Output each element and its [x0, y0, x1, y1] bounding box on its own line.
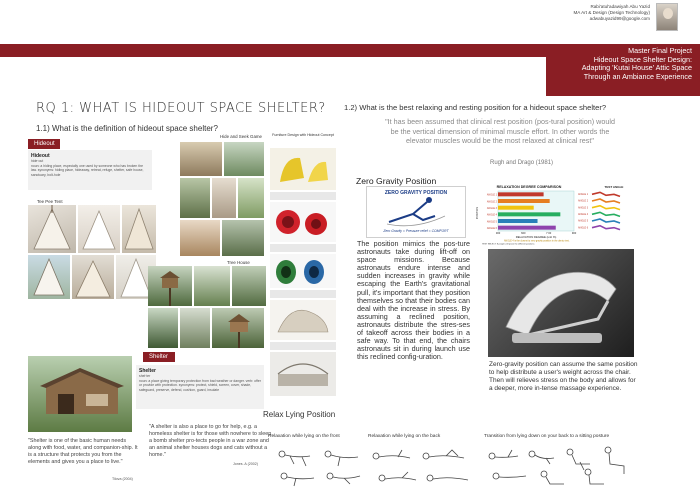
shelter-tag: Shelter: [143, 352, 175, 362]
chart-x-tick: 900: [571, 232, 577, 235]
shell-lounger-icon: [270, 300, 336, 340]
label-teepee: Tee Pee Tent: [37, 199, 63, 204]
pod-chair-icon: [270, 254, 336, 288]
tree-house-photo-1: [148, 266, 192, 306]
cabin-icon: [28, 356, 132, 432]
zg-diagram-title: ZERO GRAVITY POSITION: [384, 190, 448, 196]
teepee-photo-4: [28, 255, 70, 299]
chart-side-angle-label: ANGLE 2: [578, 199, 589, 203]
tree-house-photo-4: [148, 308, 178, 348]
title-line-3: Adapting 'Kutai House' Attic Space: [581, 63, 692, 73]
hideout-dict-pron: hide·out: [31, 159, 44, 163]
chart-side-angle-label: ANGLE 1: [578, 193, 589, 196]
label-tree-house: Tree House: [227, 260, 250, 265]
chair-icon: [270, 148, 336, 190]
chart-xlabel: RELAXATION DEGREE (unit %): [515, 235, 557, 239]
teepee-icon: [122, 205, 156, 253]
chart-side-label: TEST ANGLE: [604, 185, 624, 189]
astronaut-recline-icon: [367, 196, 467, 230]
furniture-photo-1: [270, 148, 336, 190]
massage-chair-icon: [488, 249, 634, 357]
question-1-1: 1.1) What is the definition of hideout space shelter?: [36, 124, 218, 133]
project-title-box: [546, 44, 700, 96]
hideout-definition: [28, 150, 152, 190]
furniture-caption: Furniture Design with Hideout Concept: [272, 133, 334, 137]
posture-sit-sketches: [484, 442, 644, 488]
pod-chair-icon: [270, 202, 336, 242]
zero-gravity-description-2: Zero-gravity position can assume the same position to help distribute a user's weight across the chair. Then will relieves stress on the body and allows for a deeper, more in-tense massage experience.: [489, 361, 638, 392]
furniture-photo-2: [270, 202, 336, 242]
furniture-text-1: [270, 192, 336, 200]
hide-seek-photo-6: [180, 220, 220, 256]
zg-diagram-caption: Zero Gravity = Pressure relief = COMFORT: [383, 229, 449, 233]
shelter-quote-2: "A shelter is also a place to go for help, e.g. a homeless shelter is for those with nowhere to sleep, a bomb shelter pro-tects people in a war zone and an animal shelter houses dogs and cats without a home.": [149, 424, 273, 458]
tree-house-photo-6: [212, 308, 264, 348]
posture-front-label: Relaxation while lying on the front: [268, 434, 340, 439]
chart-bar-6: [498, 226, 556, 230]
tree-house-photo-3: [232, 266, 266, 306]
zero-gravity-chair-photo: [488, 249, 634, 357]
zero-gravity-title: Zero Gravity Position: [356, 176, 437, 186]
shelter-dict-pron: shel·ter: [139, 374, 151, 378]
label-hide-seek: Hide and Seek Game: [220, 134, 262, 139]
chart-side-angle-label: ANGLE 4: [578, 213, 589, 216]
rest-position-quote-cite: Rugh and Drago (1981): [490, 160, 554, 166]
furniture-photo-4: [270, 300, 336, 340]
chart-x-tick: 7 00: [546, 232, 552, 235]
question-1-2: 1.2) What is the best relaxing and resting position for a hideout space shelter?: [344, 103, 607, 112]
teepee-photo-5: [72, 255, 114, 299]
chart-category-label: ANGLE 5: [486, 220, 497, 224]
chart-x-tick: 300: [495, 232, 501, 235]
chart-bar-2: [498, 199, 550, 203]
chart-plot-area: [498, 191, 574, 231]
furniture-photo-3: [270, 254, 336, 288]
relaxation-chart-svg: [474, 183, 637, 245]
zero-gravity-description: The position mimics the pos-ture astronauts take during lift-off on space missions. Because astronauts endure intense and sudden increases in gravity while escaping the Earth's gravitational pull, it's important that they position themselves so that their bodies can deal with the increase in stress. By assuming a reclined position, astronauts distribute the stres-ses of takeoff across their bodies in a safe way. To that end, the chairs astronauts sit in during launch use this reclined config-uration.: [357, 239, 470, 362]
relaxation-chart: [474, 183, 637, 245]
title-line-4: Through an Ambiance Experience: [583, 71, 692, 81]
avatar: [656, 3, 678, 31]
chart-side-angle-label: ANGLE 3: [578, 206, 589, 210]
chart-category-label: ANGLE 1: [486, 193, 497, 197]
chart-side-angle-label: ANGLE 6: [578, 226, 589, 230]
hide-seek-photo-7: [222, 220, 264, 256]
chart-ylabel: POSITION: [476, 206, 479, 220]
hide-seek-photo-2: [224, 142, 264, 176]
posture-sit-label: Transition from lying down on your back to a sitting posture: [484, 434, 610, 439]
hide-seek-photo-1: [180, 142, 222, 176]
teepee-photo-3: [122, 205, 156, 253]
title-line-2: Hideout Space Shelter Design:: [593, 54, 692, 64]
chart-bar-5: [498, 219, 538, 223]
chart-title: RELAXATION DEGREE COMPARISON: [496, 185, 562, 189]
teepee-photo-2: [78, 205, 120, 253]
tree-house-photo-5: [180, 308, 210, 348]
chart-category-label: ANGLE 4: [486, 213, 497, 217]
chart-x-tick: 600: [521, 232, 526, 235]
author-block: [530, 4, 650, 22]
hideout-dict-word: Hideout: [31, 153, 50, 159]
teepee-icon: [78, 205, 120, 253]
teepee-photo-1: [28, 205, 76, 253]
chart-category-label: ANGLE 2: [486, 200, 497, 204]
shelter-photo: [28, 356, 132, 432]
furniture-photo-5: [270, 352, 336, 396]
furniture-text-3: [270, 290, 336, 298]
teepee-icon: [72, 255, 114, 299]
hide-seek-photo-4: [212, 178, 236, 218]
author-degree: MA Art & Design (Design Technology): [573, 10, 650, 15]
rq-heading: RQ 1: WHAT IS HIDEOUT SPACE SHELTER?: [36, 101, 326, 116]
hide-seek-photo-5: [238, 178, 264, 218]
rest-position-quote: "It has been assumed that clinical rest position (pos-tural position) would be the vertical dimension of minimal muscle effort. In other words the elevator muscles would be the most relaxed at clinical rest": [385, 117, 615, 146]
chart-side-angle-label: ANGLE 5: [578, 219, 589, 223]
furniture-text-2: [270, 244, 336, 252]
chart-category-label: ANGLE 3: [486, 207, 497, 210]
author-email: adwabuyazid99@google.com: [589, 16, 650, 21]
teepee-icon: [28, 255, 70, 299]
shelter-dict-word: Shelter: [139, 368, 156, 374]
hide-seek-photo-3: [180, 178, 210, 218]
chart-subnote: TEST SELECT: 8 people will prove the different positions: [482, 243, 535, 245]
tree-house-icon: [148, 266, 192, 306]
shelter-definition: [136, 365, 264, 409]
tree-house-photo-2: [194, 266, 230, 306]
tree-house-icon: [212, 308, 264, 348]
chart-bar-4: [498, 212, 560, 216]
bed-icon: [270, 352, 336, 396]
chart-bar-1: [498, 192, 544, 196]
author-name: Rabi'atul'adawiyah Abu Yazid: [590, 4, 650, 9]
shelter-quote-1-cite: Tilova (2004): [112, 477, 133, 481]
shelter-quote-2-cite: Jones. A (2002): [233, 462, 258, 466]
title-line-1: Master Final Project: [628, 46, 692, 55]
relax-lying-title: Relax Lying Position: [263, 410, 336, 419]
chart-bar-3: [498, 206, 534, 210]
posture-back-sketches: [368, 442, 480, 488]
hideout-tag: Hideout: [28, 139, 60, 149]
teepee-icon: [28, 205, 76, 253]
shelter-quote-1: "Shelter is one of the basic human needs along with food, water, and companion-ship. It is a structure that protects you from the elements and gives you a place to live.": [28, 438, 138, 465]
posture-front-sketches: [270, 442, 370, 488]
chart-category-label: ANGLE 6: [486, 227, 497, 230]
posture-back-label: Relaxation while lying on the back: [368, 434, 441, 439]
chart-footnote: ANGLE 4 is the closest to zero gravity position in the dentry test.: [504, 240, 570, 243]
furniture-text-4: [270, 342, 336, 350]
hideout-dict-text: noun: a hiding place, especially one used by someone who has broken the law. synonyms: hiding place, hideaway, retreat, refuge, shelter, safe house, sanctuary, bolt-hole: [31, 163, 144, 177]
shelter-dict-text: noun: a place giving temporary protection from bad weather or danger. verb: offer or provide with protection. synonyms: protect, shield, screen, cover, shade, safeguard, preserve, defend, cushion, guard, insulate: [139, 378, 261, 392]
zero-gravity-diagram: [366, 186, 466, 238]
